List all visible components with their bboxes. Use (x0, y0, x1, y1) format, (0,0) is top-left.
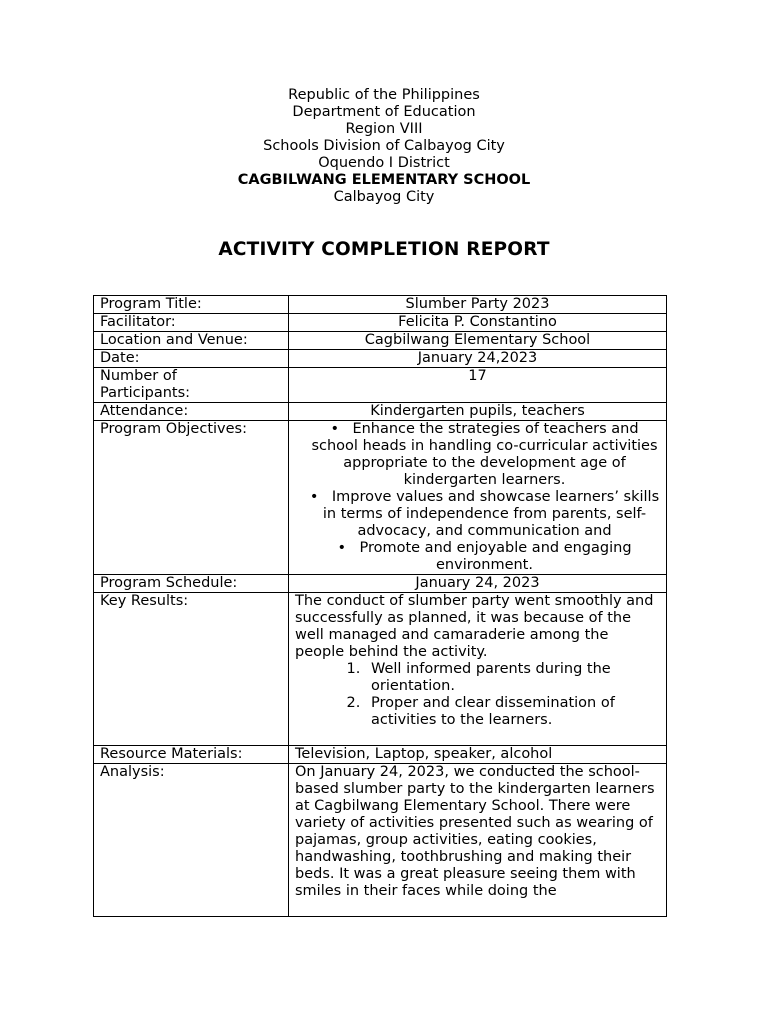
objectives-list (295, 421, 660, 574)
table-row (94, 403, 667, 421)
key-result-item: 1. Well informed parents during the orientation. (365, 661, 660, 695)
report-table (93, 295, 667, 917)
bullet-icon: • (337, 540, 347, 556)
header-region: Region VIII (345, 121, 423, 137)
key-results-list (295, 661, 660, 729)
facilitator-label: Facilitator: (94, 314, 289, 332)
analysis-text: On January 24, 2023, we conducted the school-based slumber party to the kindergarten learners at Cagbilwang Elementary School. There were variety of activities presented such as wearing of pajamas, group activities, eating cookies, handwashing, toothbrushing and making their beds. It was a great pleasure seeing them with smiles in their faces while doing the (289, 764, 667, 917)
program-title-label: Program Title: (94, 296, 289, 314)
table-row (94, 332, 667, 350)
attendance-value: Kindergarten pupils, teachers (289, 403, 667, 421)
objective-text: Promote and enjoyable and engaging environment. (359, 540, 632, 573)
key-results-text: The conduct of slumber party went smoothly and successfully as planned, it was because of the well managed and camaraderie among the people behind the activity. (295, 593, 654, 660)
table-row (94, 421, 667, 575)
objectives-cell (289, 421, 667, 575)
participants-label (94, 368, 289, 403)
objective-item (295, 489, 660, 540)
schedule-label: Program Schedule: (94, 575, 289, 593)
analysis-label: Analysis: (94, 764, 289, 917)
header-district: Oquendo I District (318, 155, 450, 171)
date-value: January 24,2023 (289, 350, 667, 368)
objective-text: Enhance the strategies of teachers and school heads in handling co-curricular activities appropriate to the development age of kindergarten learners. (311, 421, 658, 488)
key-results-cell (289, 593, 667, 746)
table-row (94, 368, 667, 403)
attendance-label: Attendance: (94, 403, 289, 421)
key-result-item: 2. Proper and clear dissemination of activities to the learners. (365, 695, 660, 729)
header-department: Department of Education (292, 104, 476, 120)
objectives-label: Program Objectives: (94, 421, 289, 575)
participants-value: 17 (289, 368, 667, 403)
header-country: Republic of the Philippines (288, 87, 480, 103)
participants-label-line2: Participants: (100, 385, 191, 401)
resources-value: Television, Laptop, speaker, alcohol (289, 746, 667, 764)
date-label: Date: (94, 350, 289, 368)
objective-item (295, 421, 660, 489)
table-row (94, 746, 667, 764)
program-title-value: Slumber Party 2023 (289, 296, 667, 314)
facilitator-value: Felicita P. Constantino (289, 314, 667, 332)
bullet-icon: • (330, 421, 339, 437)
report-title: ACTIVITY COMPLETION REPORT (218, 239, 550, 260)
table-row (94, 296, 667, 314)
location-value: Cagbilwang Elementary School (289, 332, 667, 350)
header-city: Calbayog City (333, 189, 435, 205)
participants-label-line1: Number of (100, 368, 177, 384)
objective-text: Improve values and showcase learners’ skills in terms of independence from parents, self-advocacy, and communication and (322, 489, 660, 539)
table-row (94, 593, 667, 746)
location-label: Location and Venue: (94, 332, 289, 350)
resources-label: Resource Materials: (94, 746, 289, 764)
table-row (94, 314, 667, 332)
bullet-icon: • (309, 489, 319, 505)
schedule-value: January 24, 2023 (289, 575, 667, 593)
header-division: Schools Division of Calbayog City (263, 138, 505, 154)
document-header (0, 87, 768, 206)
objective-item (295, 540, 660, 574)
key-results-label: Key Results: (94, 593, 289, 746)
table-row (94, 575, 667, 593)
table-row (94, 350, 667, 368)
table-row (94, 764, 667, 917)
header-school-name: CAGBILWANG ELEMENTARY SCHOOL (237, 172, 531, 188)
